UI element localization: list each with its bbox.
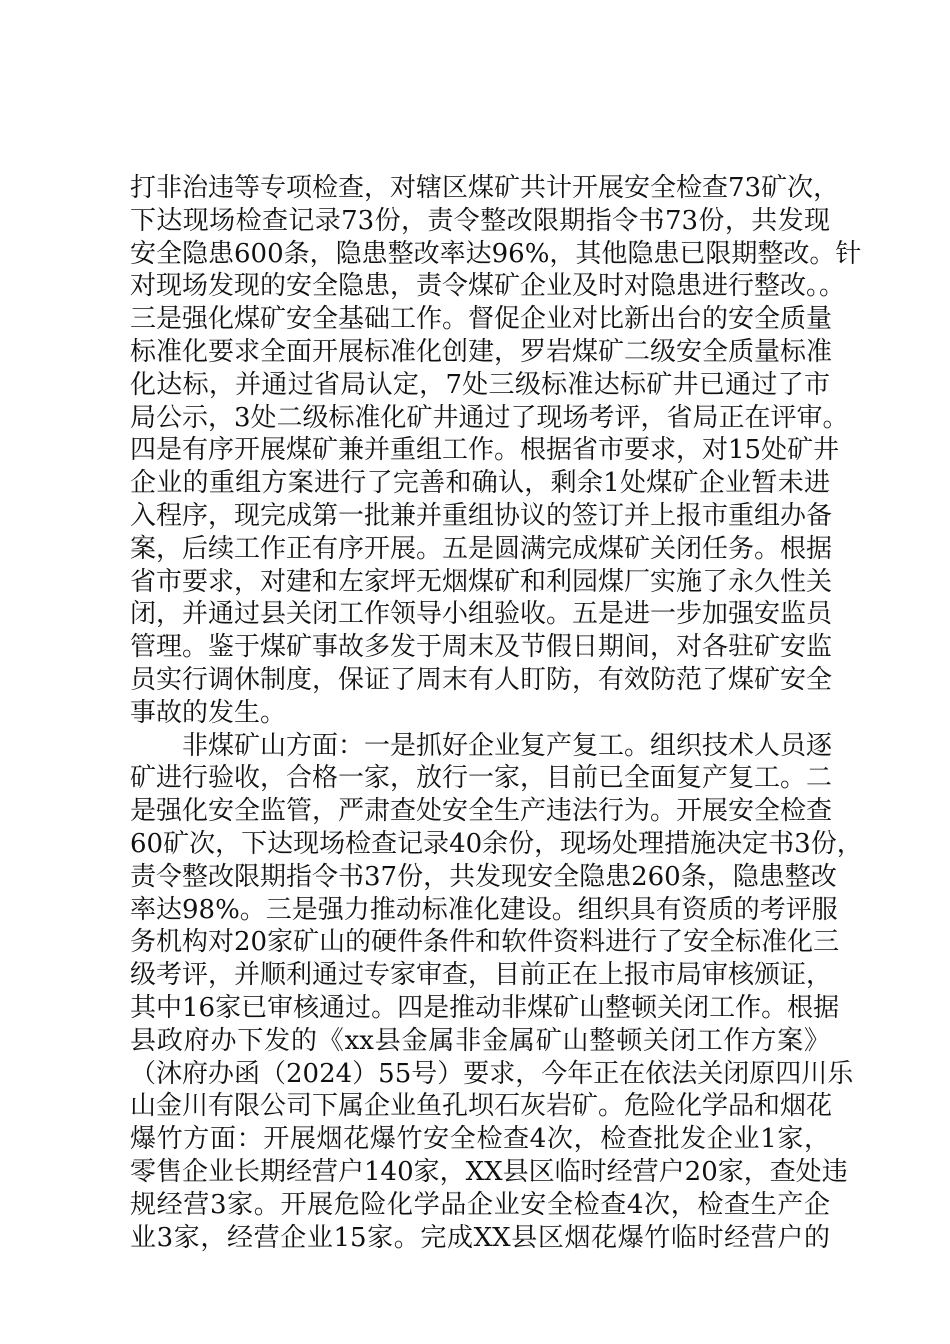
text-line: 打非治违等专项检查，对辖区煤矿共计开展安全检查73矿次， — [130, 173, 840, 203]
text-line: 案，后续工作正有序开展。五是圆满完成煤矿关闭任务。根据 — [130, 533, 833, 564]
text-line: 业3家，经营企业15家。完成XX县区烟花爆竹临时经营户的 — [130, 1222, 830, 1253]
text-line: （沐府办函（2024）55号）要求，今年正在依法关闭原四川乐 — [130, 1058, 854, 1089]
text-line: 省市要求，对建和左家坪无烟煤矿和利园煤厂实施了永久性关 — [130, 566, 833, 597]
text-line: 非煤矿山方面：一是抓好企业复产复工。组织技术人员逐 — [182, 730, 833, 761]
text-line: 下达现场检查记录73份，责令整改限期指令书73份，共发现 — [130, 205, 830, 236]
body-text — [130, 172, 863, 1254]
text-line: 零售企业长期经营户140家，XX县区临时经营户20家，查处违 — [130, 1156, 848, 1187]
text-line: 其中16家已审核通过。四是推动非煤矿山整顿关闭工作。根据 — [130, 992, 840, 1023]
text-line: 规经营3家。开展危险化学品企业安全检查4次，检查生产企 — [130, 1189, 830, 1220]
text-line: 四是有序开展煤矿兼并重组工作。根据省市要求，对15处矿井 — [130, 435, 840, 466]
text-line: 安全隐患600条，隐患整改率达96%，其他隐患已限期整改。针 — [130, 238, 862, 269]
text-line: 60矿次，下达现场检查记录40余份，现场处理措施决定书3份， — [130, 828, 863, 859]
text-line: 闭，并通过县关闭工作领导小组验收。五是进一步加强安监员 — [130, 599, 833, 630]
text-line: 入程序，现完成第一批兼并重组协议的签订并上报市重组办备 — [130, 500, 833, 531]
text-line: 企业的重组方案进行了完善和确认，剩余1处煤矿企业暂未进 — [130, 468, 830, 499]
text-line: 标准化要求全面开展标准化创建，罗岩煤矿二级安全质量标准 — [130, 336, 833, 367]
text-line: 局公示，3处二级标准化矿井通过了现场考评，省局正在评审。 — [130, 402, 849, 433]
text-line: 县政府办下发的《xx县金属非金属矿山整顿关闭工作方案》 — [130, 1025, 830, 1056]
text-line: 员实行调休制度，保证了周末有人盯防，有效防范了煤矿安全 — [130, 664, 833, 695]
text-line: 对现场发现的安全隐患，责令煤矿企业及时对隐患进行整改。。 — [130, 271, 846, 302]
text-line: 是强化安全监管，严肃查处安全生产违法行为。开展安全检查 — [130, 796, 833, 827]
text-line: 级考评，并顺利通过专家审查，目前正在上报市局审核颁证， — [130, 960, 833, 991]
text-line: 三是强化煤矿安全基础工作。督促企业对比新出台的安全质量 — [130, 304, 833, 335]
text-line: 爆竹方面：开展烟花爆竹安全检查4次，检查批发企业1家， — [130, 1124, 830, 1155]
text-line: 务机构对20家矿山的硬件条件和软件资料进行了安全标准化三 — [130, 927, 840, 958]
text-line: 事故的发生。 — [130, 697, 287, 728]
text-line: 率达98%。三是强力推动标准化建设。组织具有资质的考评服 — [130, 894, 838, 925]
text-line: 矿进行验收，合格一家，放行一家，目前已全面复产复工。二 — [130, 763, 833, 794]
text-line: 责令整改限期指令书37份，共发现安全隐患260条，隐患整改 — [130, 861, 837, 892]
text-line: 管理。鉴于煤矿事故多发于周末及节假日期间，对各驻矿安监 — [130, 632, 833, 663]
text-line: 山金川有限公司下属企业鱼孔坝石灰岩矿。危险化学品和烟花 — [130, 1091, 833, 1122]
text-line: 化达标，并通过省局认定，7处三级标准达标矿井已通过了市 — [130, 369, 830, 400]
